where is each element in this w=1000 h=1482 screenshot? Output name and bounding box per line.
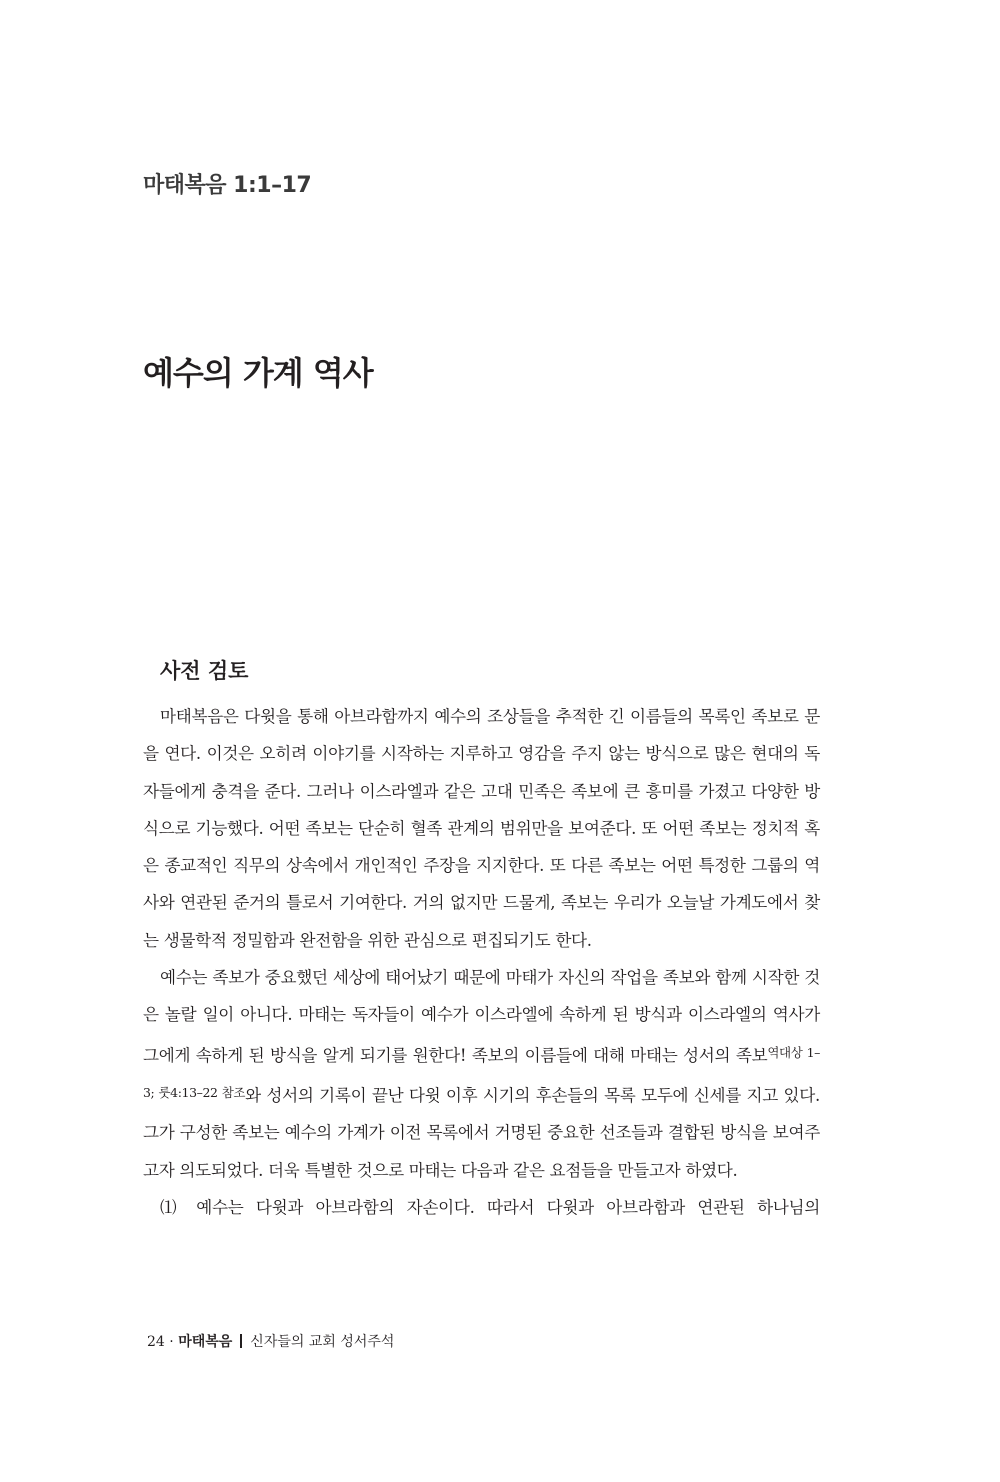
- page-number: 24: [147, 1334, 165, 1350]
- paragraph-2: [143, 959, 820, 1189]
- chapter-title: 예수의 가계 역사: [143, 354, 373, 392]
- footer-book-title: 마태복음: [178, 1334, 233, 1350]
- page-footer: [147, 1331, 394, 1351]
- paragraph-2-text-b: 와 성서의 기록이 끝난 다윗 이후 시기의 후손들의 목록 모두에 신세를 지고 있다. 그가 구성한 족보는 예수의 가계가 이전 목록에서 거명된 중요한 선조들과 결합된 방식을 보여주고자 의도되었다. 더욱 특별한 것으로 마태는 다음과 같은 요점들을 만들고자 하였다.: [143, 1085, 820, 1180]
- paragraph-3: ⑴ 예수는 다윗과 아브라함의 자손이다. 따라서 다윗과 아브라함과 연관된 하나님의: [160, 1197, 820, 1217]
- paragraph-1: 마태복음은 다윗을 통해 아브라함까지 예수의 조상들을 추적한 긴 이름들의 목록인 족보로 문을 연다. 이것은 오히려 이야기를 시작하는 지루하고 영감을 주지 않는 방식으로 많은 현대의 독자들에게 충격을 준다. 그러나 이스라엘과 같은 고대 민족은 족보에 큰 흥미를 가졌고 다양한 방식으로 기능했다. 어떤 족보는 단순히 혈족 관계의 범위만을 보여준다. 또 어떤 족보는 정치적 혹은 종교적인 직무의 상속에서 개인적인 주장을 지지한다. 또 다른 족보는 어떤 특정한 그룹의 역사와 연관된 준거의 틀로서 기여한다. 거의 없지만 드물게, 족보는 우리가 오늘날 가계도에서 찾는 생물학적 정밀함과 완전함을 위한 관심으로 편집되기도 한다.: [143, 707, 820, 950]
- body-text: [143, 698, 820, 1226]
- passage-reference: 마태복음 1:1–17: [143, 173, 312, 198]
- footer-series-title: 신자들의 교회 성서주석: [250, 1334, 395, 1350]
- scripture-reference: 역대상 1–3; 룻4:13–22 참조: [143, 1044, 820, 1100]
- footer-dot: ·: [169, 1334, 174, 1350]
- footer-separator: [240, 1334, 242, 1348]
- section-heading: 사전 검토: [160, 659, 249, 683]
- paragraph-2-text-a: 예수는 족보가 중요했던 세상에 태어났기 때문에 마태가 자신의 작업을 족보와 함께 시작한 것은 놀랄 일이 아니다. 마태는 독자들이 예수가 이스라엘에 속하게 된 방식과 이스라엘의 역사가 그에게 속하게 된 방식을 알게 되기를 원한다! 족보의 이름들에 대해 마태는 성서의 족보: [143, 968, 820, 1065]
